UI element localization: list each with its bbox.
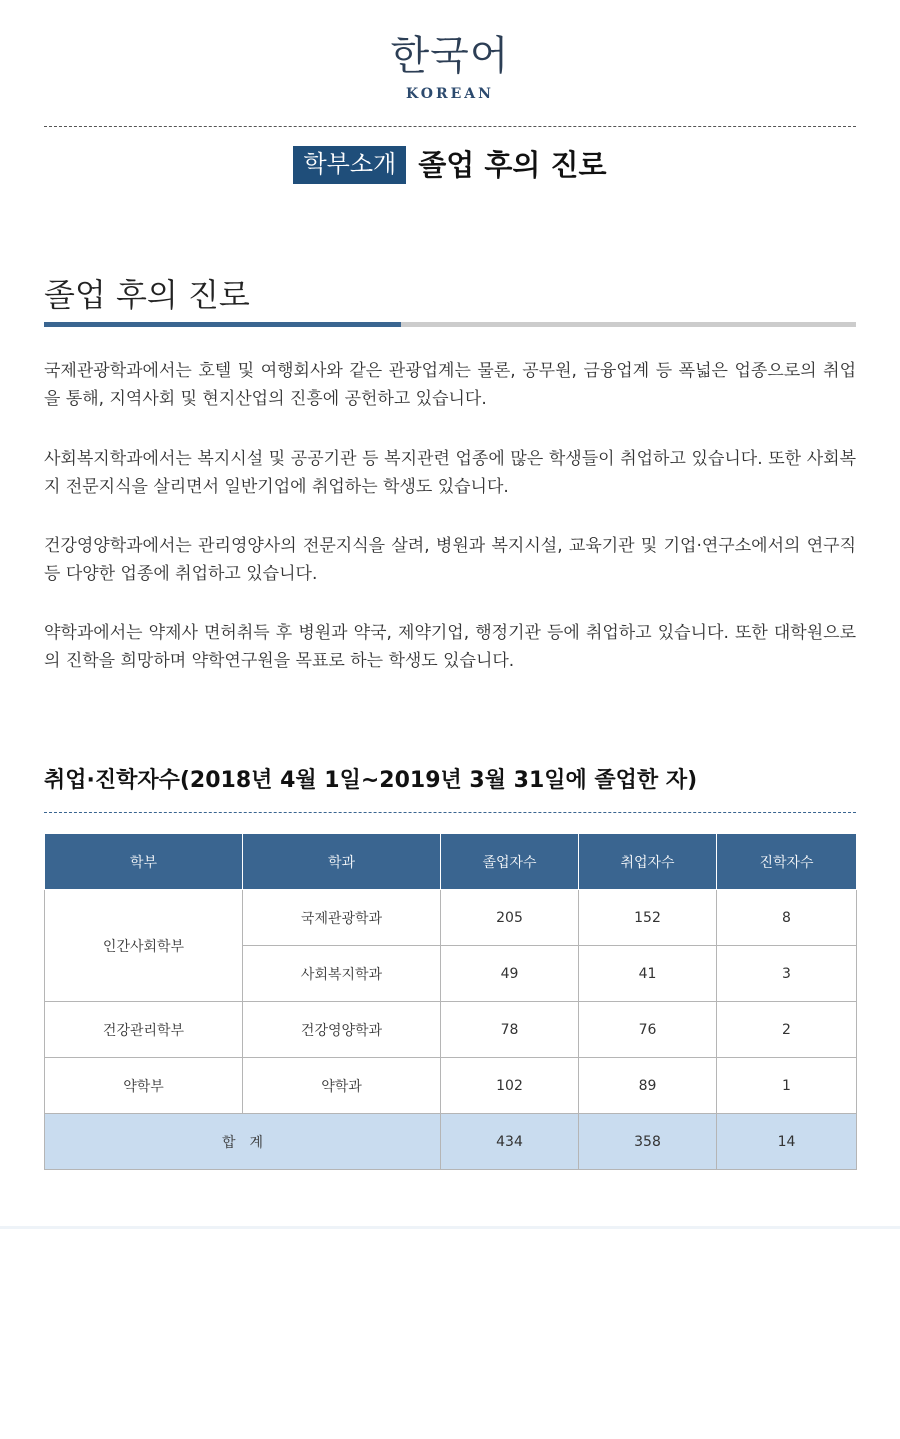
employment-table: [44, 833, 857, 1170]
header-further-study: 진학자수: [717, 834, 857, 890]
paragraph-pharmacy: 약학과에서는 약제사 면허취득 후 병원과 약국, 제약기업, 행정기관 등에 취업하고 있습니다. 또한 대학원으로의 진학을 희망하며 약학연구원을 목표로 하는 학생도 있습니다.: [44, 623, 856, 671]
graduates-cell: 205: [441, 890, 579, 946]
total-graduates: 434: [441, 1114, 579, 1170]
graduates-cell: 78: [441, 1002, 579, 1058]
paragraph-tourism: 국제관광학과에서는 호텔 및 여행회사와 같은 관광업계는 물론, 공무원, 금융업계 등 폭넓은 업종으로의 취업을 통해, 지역사회 및 현지산업의 진흥에 공헌하고 있습니다.: [44, 361, 856, 409]
table-total-row: [45, 1114, 857, 1170]
footer-divider: [0, 1226, 900, 1229]
header-graduates: 졸업자수: [441, 834, 579, 890]
header-employed: 취업자수: [579, 834, 717, 890]
logo-english: KOREAN: [406, 86, 494, 102]
stats-divider: [44, 812, 856, 813]
header-divider: [44, 126, 856, 127]
employed-cell: 152: [579, 890, 717, 946]
total-further: 14: [717, 1114, 857, 1170]
dept-cell: 약학과: [243, 1058, 441, 1114]
table-row: [45, 1058, 857, 1114]
header-dept: 학과: [243, 834, 441, 890]
employed-cell: 76: [579, 1002, 717, 1058]
page-title: 졸업 후의 진로: [418, 148, 607, 182]
paragraph-social-welfare: 사회복지학과에서는 복지시설 및 공공기관 등 복지관련 업종에 많은 학생들이 취업하고 있습니다. 또한 사회복지 전문지식을 살리면서 일반기업에 취업하는 학생도 있습니다.: [44, 449, 856, 497]
faculty-cell: 건강관리학부: [45, 1002, 243, 1058]
section-title: 졸업 후의 진로: [44, 276, 250, 314]
total-label: 합 계: [45, 1114, 441, 1170]
employed-cell: 41: [579, 946, 717, 1002]
table-header-row: [45, 834, 857, 890]
category-badge: 학부소개: [293, 146, 406, 184]
total-employed: 358: [579, 1114, 717, 1170]
graduates-cell: 49: [441, 946, 579, 1002]
section-title-underline: [44, 322, 856, 327]
further-cell: 3: [717, 946, 857, 1002]
faculty-cell: 인간사회학부: [45, 890, 243, 1002]
table-row: [45, 1002, 857, 1058]
paragraph-nutrition: 건강영양학과에서는 관리영양사의 전문지식을 살려, 병원과 복지시설, 교육기관 및 기업·연구소에서의 연구직 등 다양한 업종에 취업하고 있습니다.: [44, 536, 856, 584]
dept-cell: 사회복지학과: [243, 946, 441, 1002]
further-cell: 1: [717, 1058, 857, 1114]
section-title-underline-accent: [44, 322, 401, 327]
logo-korean: 한국어: [390, 33, 510, 79]
further-cell: 2: [717, 1002, 857, 1058]
dept-cell: 건강영양학과: [243, 1002, 441, 1058]
faculty-cell: 약학부: [45, 1058, 243, 1114]
table-row: [45, 890, 857, 946]
dept-cell: 국제관광학과: [243, 890, 441, 946]
site-header: [0, 32, 900, 102]
page-heading: [0, 146, 900, 184]
graduates-cell: 102: [441, 1058, 579, 1114]
header-faculty: 학부: [45, 834, 243, 890]
stats-title: 취업·진학자수(2018년 4월 1일~2019년 3월 31일에 졸업한 자): [44, 768, 698, 793]
further-cell: 8: [717, 890, 857, 946]
employed-cell: 89: [579, 1058, 717, 1114]
